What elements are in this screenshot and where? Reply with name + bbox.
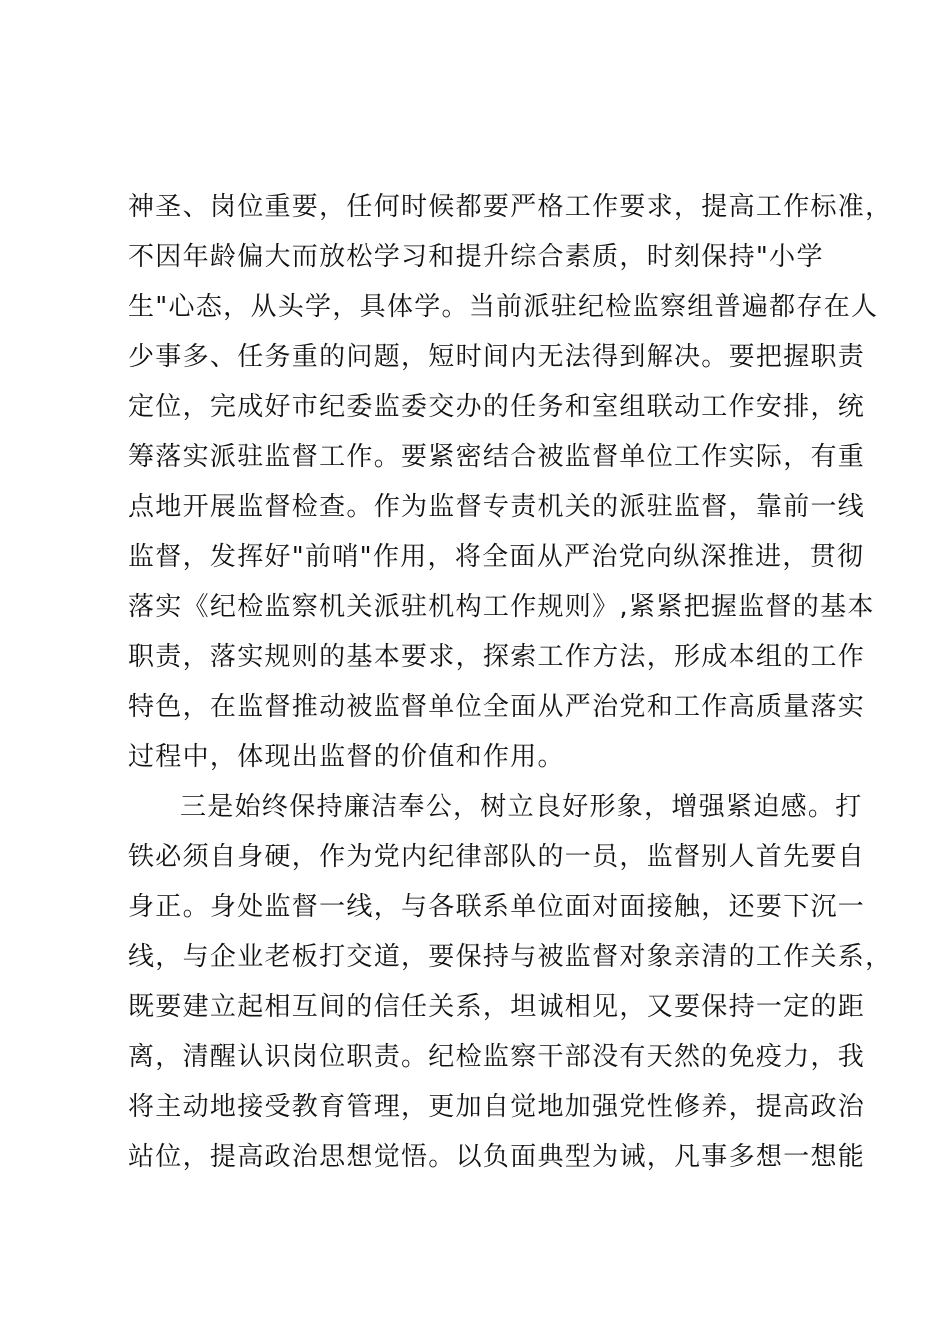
paragraph-start-line: 三是始终保持廉洁奉公，树立良好形象，增强紧迫感。打 [180, 792, 863, 822]
text-line: 定位，完成好市纪委监委交办的任务和室组联动工作安排，统 [128, 392, 866, 422]
text-line: 将主动地接受教育管理，更加自觉地加强党性修养，提高政治 [128, 1092, 866, 1122]
text-line: 监督，发挥好"前哨"作用，将全面从严治党向纵深推进，贯彻 [128, 542, 865, 572]
body-text [128, 182, 893, 1182]
text-line: 特色，在监督推动被监督单位全面从严治党和工作高质量落实 [128, 692, 866, 722]
text-line: 神圣、岗位重要，任何时候都要严格工作要求，提高工作标准， [128, 192, 893, 222]
text-line: 点地开展监督检查。作为监督专责机关的派驻监督，靠前一线 [128, 492, 866, 522]
text-line: 筹落实派驻监督工作。要紧密结合被监督单位工作实际，有重 [128, 442, 866, 472]
text-line: 离，清醒认识岗位职责。纪检监察干部没有天然的免疫力，我 [128, 1042, 866, 1072]
text-line: 站位，提高政治思想觉悟。以负面典型为诫，凡事多想一想能 [128, 1142, 866, 1172]
text-line: 少事多、任务重的问题，短时间内无法得到解决。要把握职责 [128, 342, 866, 372]
text-line: 不因年龄偏大而放松学习和提升综合素质，时刻保持"小学 [128, 242, 824, 272]
text-line: 生"心态，从头学，具体学。当前派驻纪检监察组普遍都存在人 [128, 292, 879, 322]
text-line: 职责，落实规则的基本要求，探索工作方法，形成本组的工作 [128, 642, 866, 672]
text-line: 落实《纪检监察机关派驻机构工作规则》,紧紧把握监督的基本 [128, 592, 875, 622]
text-line: 线，与企业老板打交道，要保持与被监督对象亲清的工作关系， [128, 942, 893, 972]
text-line: 身正。身处监督一线，与各联系单位面对面接触，还要下沉一 [128, 892, 866, 922]
text-line: 过程中，体现出监督的价值和作用。 [128, 742, 565, 772]
text-line: 既要建立起相互间的信任关系，坦诚相见，又要保持一定的距 [128, 992, 866, 1022]
text-line: 铁必须自身硬，作为党内纪律部队的一员，监督别人首先要自 [128, 842, 866, 872]
